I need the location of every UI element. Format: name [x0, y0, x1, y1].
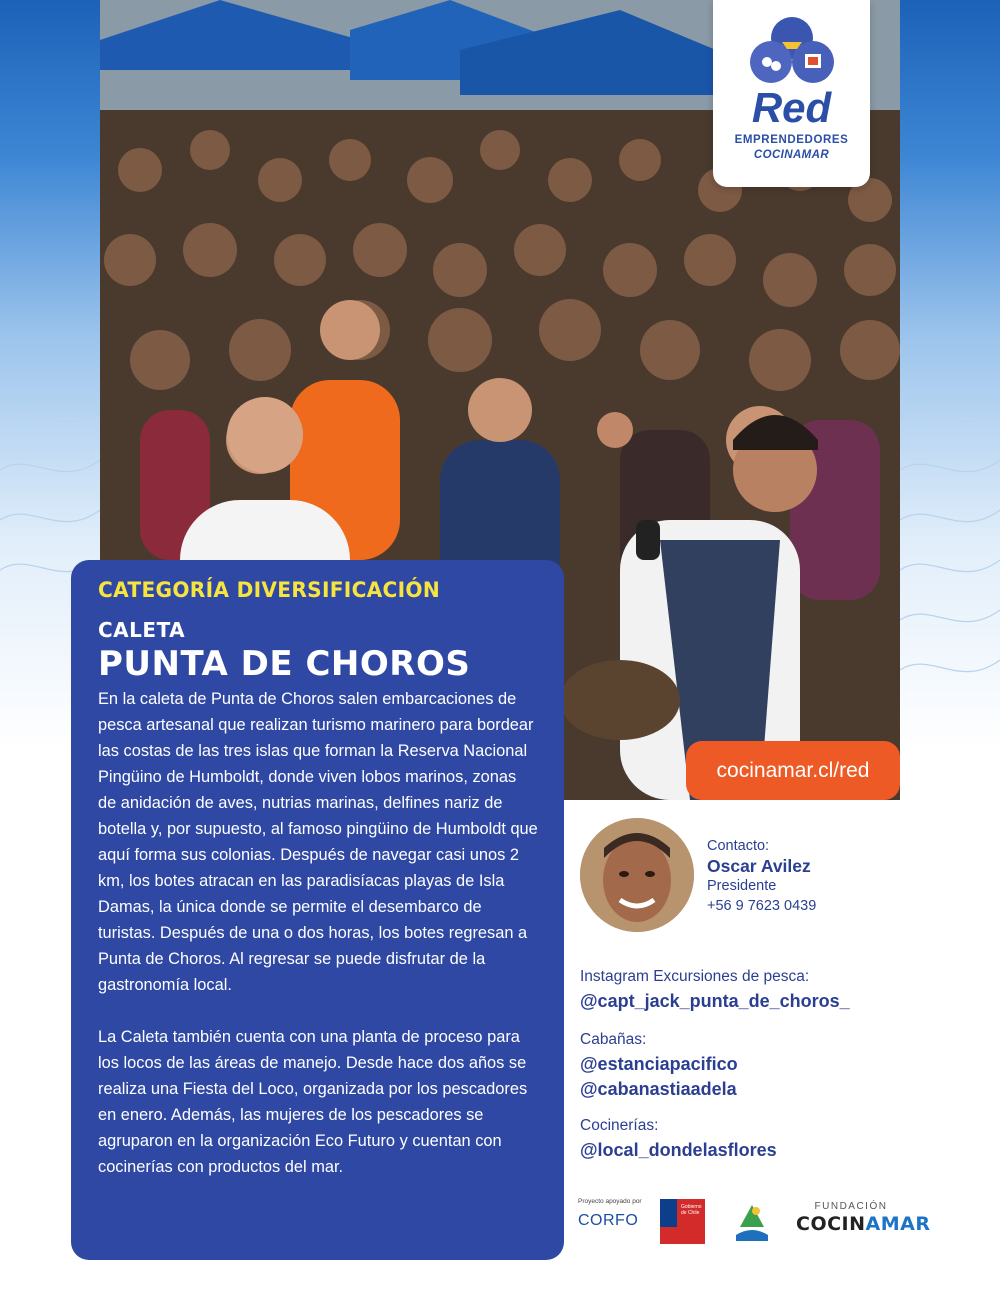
- cocinerias-label: Cocinerías:: [580, 1117, 659, 1134]
- instagram-handle[interactable]: @capt_jack_punta_de_choros_: [580, 991, 850, 1011]
- fundacion-name-a: COCIN: [796, 1213, 866, 1235]
- place-title: PUNTA DE CHOROS: [98, 644, 471, 684]
- cabanas-label: Cabañas:: [580, 1031, 647, 1048]
- contact-phone[interactable]: +56 9 7623 0439: [707, 898, 817, 914]
- cabanas-handle-1[interactable]: @estanciapacifico: [580, 1054, 738, 1074]
- instagram-block: [580, 965, 850, 1014]
- cabanas-handle-2[interactable]: @cabanastiaadela: [580, 1079, 737, 1099]
- sponsor-note: Proyecto apoyado por: [578, 1198, 642, 1205]
- logo-subtitle-1: EMPRENDEDORES: [734, 134, 849, 146]
- fundacion-label: FUNDACIÓN: [814, 1201, 888, 1212]
- contact-label: Contacto:: [707, 838, 770, 854]
- gobierno-chile-text: Gobierno de Chile: [681, 1204, 702, 1216]
- logo-circles-icon: [737, 16, 847, 86]
- category-title: CATEGORÍA DIVERSIFICACIÓN: [98, 578, 441, 602]
- article-paragraph-2: La Caleta también cuenta con una planta de proceso para los locos de las áreas de manejo. Desde hace dos años se realiza una Fiesta del Loco, organizada por los pescadores en enero. Además, las mujeres de los pescadores se agruparon en la organización Eco Futuro y cuentan con cocinerías con productos del mar.: [98, 1028, 528, 1176]
- contact-role: Presidente: [707, 878, 777, 894]
- cabanas-block: [580, 1028, 738, 1102]
- instagram-label: Instagram Excursiones de pesca:: [580, 968, 810, 985]
- cocinerias-block: [580, 1114, 777, 1163]
- article-panel: [71, 560, 564, 1260]
- contact-name: Oscar Avilez: [707, 856, 811, 876]
- article-paragraph-1: En la caleta de Punta de Choros salen embarcaciones de pesca artesanal que realizan turismo marinero para bordear las costas de las tres islas que forman la Reserva Nacional Pingüino de Humboldt, donde viven lobos marinos, zonas de anidación de aves, nutrias marinas, delfines nariz de botella y, por supuesto, al famoso pingüino de Humboldt que aquí forma sus colonias. Después de navegar casi unos 2 km, los botes atracan en las paradisíacas playas de Isla Damas, la única donde se permite el desembarco de turistas. Después de una o dos horas, los botes regresan a Punta de Choros. Al regresar se puede disfrutar de la gastronomía local.: [98, 690, 538, 994]
- fundacion-cocinamar-logo: [796, 1201, 931, 1235]
- red-emprendedores-logo: [713, 0, 870, 187]
- logo-title: Red: [751, 84, 832, 131]
- website-link[interactable]: cocinamar.cl/red: [686, 741, 900, 800]
- contact-block: [707, 836, 816, 916]
- logo-subtitle-2: COCINAMAR: [753, 149, 830, 161]
- contact-avatar: [580, 818, 694, 932]
- corfo-logo: CORFO: [578, 1212, 639, 1229]
- sponsor-logos: [578, 1195, 931, 1255]
- gobierno-regional-coquimbo-icon: [728, 1197, 776, 1245]
- kicker-caleta: CALETA: [98, 618, 186, 642]
- cocinerias-handle[interactable]: @local_dondelasflores: [580, 1140, 777, 1160]
- fundacion-name-b: AMAR: [865, 1213, 931, 1235]
